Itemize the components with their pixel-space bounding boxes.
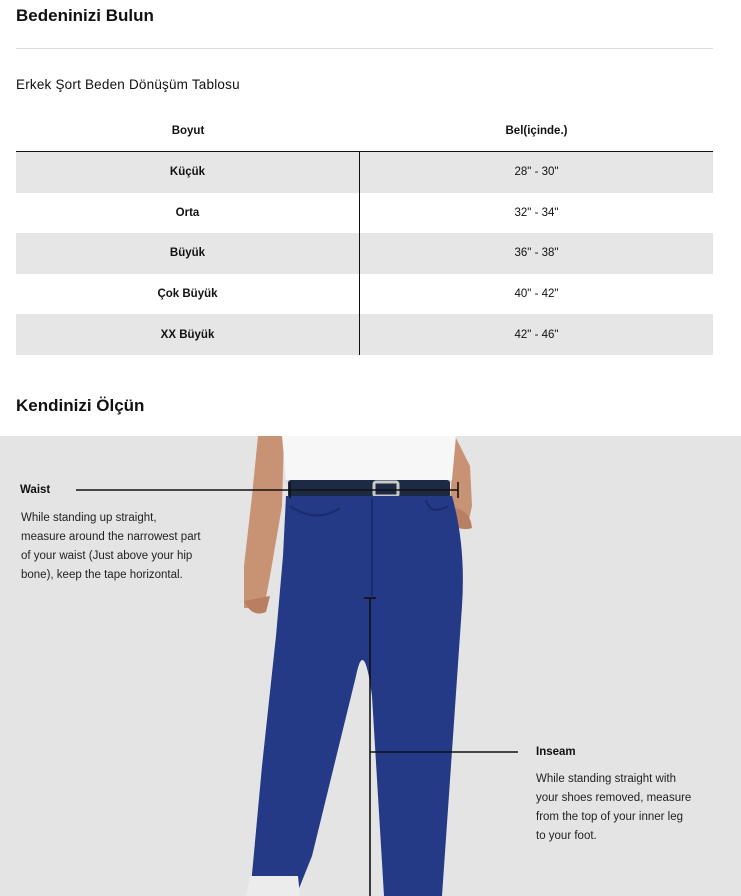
waist-cell: 40" - 42" [514,288,559,301]
waist-text-line: of your waist (Just above your hip [21,550,193,562]
table-header [16,110,713,152]
white-shirt [282,436,456,480]
blue-pants [250,496,463,896]
inseam-instructions [536,770,691,846]
table-row [16,274,713,315]
waist-cell: 42" - 46" [514,328,559,341]
inseam-text-line: While standing straight with [536,773,676,785]
waist-text-line: While standing up straight, [21,512,157,524]
inseam-text-line: from the top of your inner leg [536,811,684,823]
belt [288,480,450,498]
measurement-illustration [0,436,741,896]
size-cell: Büyük [16,233,360,274]
inseam-text-line: to your foot. [536,830,597,842]
waist-cell: 28" - 30" [514,166,559,179]
table-row [16,193,713,234]
left-arm [244,436,284,608]
header-size: Boyut [171,124,205,137]
table-body [16,152,713,355]
waist-text-line: bone), keep the tape horizontal. [21,569,183,581]
size-cell: Çok Büyük [16,274,360,315]
inseam-label: Inseam [536,746,576,758]
find-size-title: Bedeninizi Bulun [16,6,154,25]
size-cell: Küçük [16,152,360,193]
divider [16,48,713,49]
measure-title: Kendinizi Ölçün [16,396,145,415]
waist-label: Waist [20,484,51,496]
size-cell: XX Büyük [16,314,360,355]
waist-cell: 36" - 38" [514,247,559,260]
shoe [246,876,300,896]
waist-instructions [21,509,201,585]
table-row [16,314,713,355]
inseam-text-line: your shoes removed, measure [536,792,692,804]
size-cell: Orta [16,193,360,234]
size-table [16,110,713,355]
table-row [16,152,713,193]
header-waist: Bel(içinde.) [505,124,568,137]
table-row [16,233,713,274]
waist-text-line: measure around the narrowest part [21,531,201,543]
waist-cell: 32" - 34" [514,206,559,219]
table-subtitle: Erkek Şort Beden Dönüşüm Tablosu [16,77,240,92]
